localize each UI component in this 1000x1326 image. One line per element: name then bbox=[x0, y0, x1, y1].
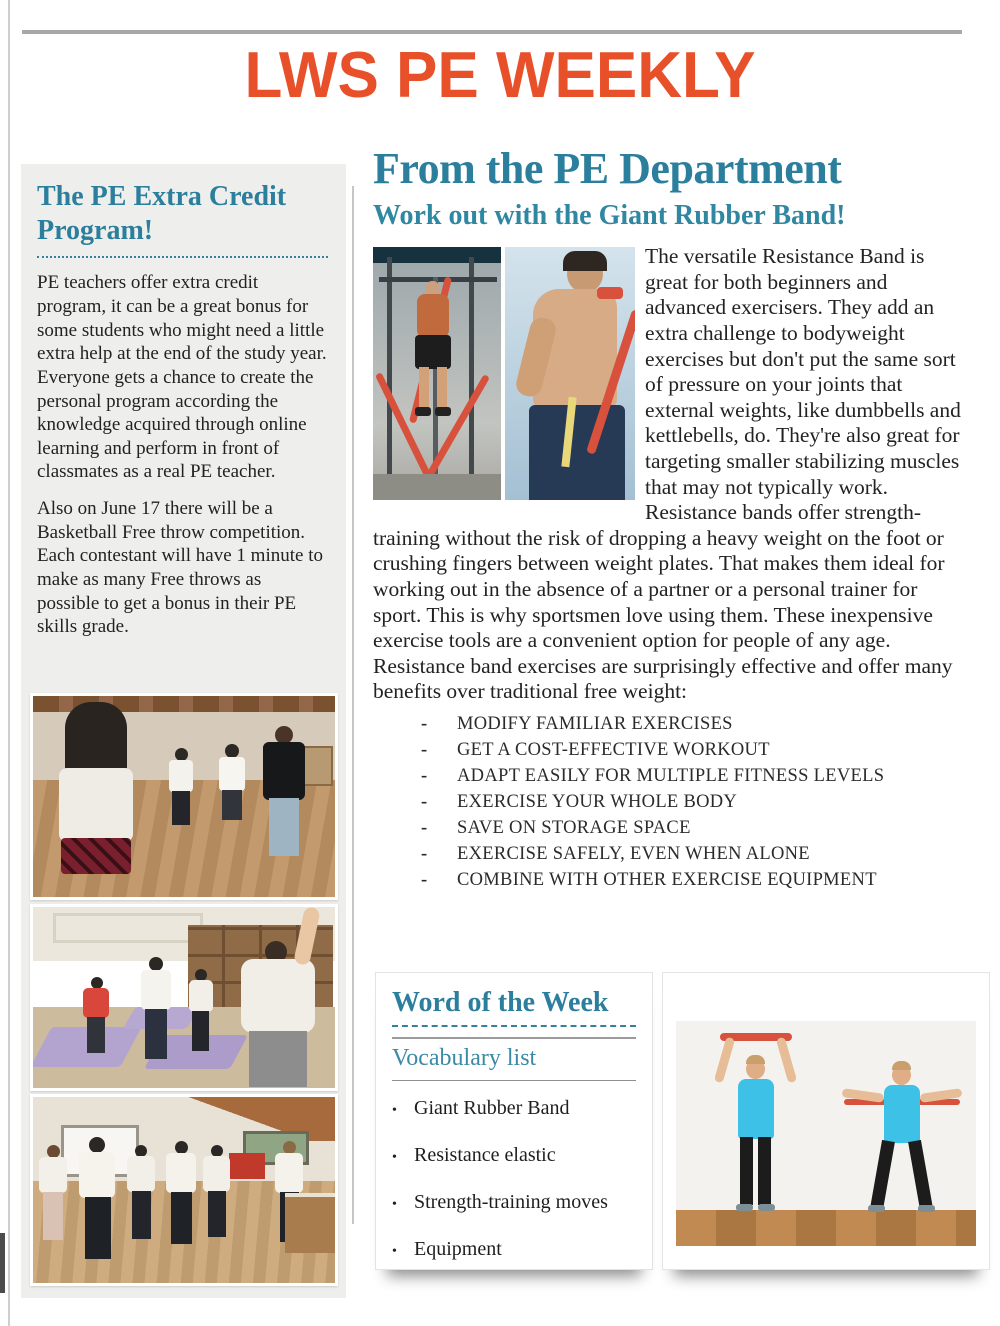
sidebar-photo-yoga-mats bbox=[30, 904, 338, 1091]
band-exercise-photo-box bbox=[662, 972, 990, 1270]
bullet-marker: - bbox=[421, 817, 428, 838]
benefit-item bbox=[421, 843, 967, 865]
word-box-rule bbox=[392, 1037, 636, 1039]
benefit-item bbox=[421, 817, 967, 839]
benefit-item bbox=[421, 791, 967, 813]
benefit-item bbox=[421, 713, 967, 735]
sidebar-photo-students-rows bbox=[30, 1094, 338, 1286]
page-left-edge-line bbox=[8, 0, 10, 1326]
benefit-item bbox=[421, 869, 967, 891]
sidebar-paragraph-1: PE teachers offer extra credit program, it can be a great bonus for some students who might need a little extra help at the end of the study year. Everyone gets a chance to create the personal program according the knowledge acquired through online learning and perform in front of classmates as a real PE teacher. bbox=[37, 272, 327, 483]
article-body bbox=[373, 244, 967, 705]
main-column bbox=[373, 146, 967, 895]
vocab-item-label: Resistance elastic bbox=[414, 1144, 556, 1166]
band-curl-man-image bbox=[505, 247, 635, 500]
vocabulary-list-heading: Vocabulary list bbox=[392, 1045, 636, 1081]
bullet-marker: • bbox=[392, 1197, 397, 1212]
benefit-item-label: MODIFY FAMILIAR EXERCISES bbox=[457, 713, 733, 734]
section-subheading: Work out with the Giant Rubber Band! bbox=[373, 200, 846, 232]
bullet-marker: - bbox=[421, 739, 428, 760]
sidebar-panel bbox=[21, 164, 346, 1298]
newsletter-title: LWS PE WEEKLY bbox=[244, 39, 756, 112]
bullet-marker: • bbox=[392, 1103, 397, 1118]
benefit-item-label: ADAPT EASILY FOR MULTIPLE FITNESS LEVELS bbox=[457, 765, 885, 786]
vocabulary-list bbox=[392, 1097, 636, 1261]
word-of-week-heading: Word of the Week bbox=[392, 987, 636, 1027]
vocab-item-label: Giant Rubber Band bbox=[414, 1097, 570, 1119]
bullet-marker: - bbox=[421, 713, 428, 734]
article-text: The versatile Resistance Band is great for both beginners and advanced exercisers. They add an extra challenge to bodyweight exercises but don't put the same sort of pressure on your joints that external weights, like dumbbells and kettlebells, do. They're also great for targeting smaller stabilizing muscles that may not typically work. Resistance bands offer strength-training without the risk of dropping a heavy weight on the foot or crushing fingers between weight plates. That makes them ideal for working out in the absence of a partner or a personal trainer for sport. This is why sportsmen love using them. These inexpensive exercise tools are a convenient option for people of any age. Resistance band exercises are surprisingly effective and offer many benefits over traditional free weight: bbox=[373, 244, 961, 704]
vocab-item bbox=[392, 1144, 636, 1167]
students-rows-hall-image bbox=[33, 1097, 335, 1283]
sidebar-paragraph-2: Also on June 17 there will be a Basketball Free throw competition. Each contestant will have 1 minute to make as many Free throws as possible to get a bonus in their PE skills grade. bbox=[37, 498, 323, 638]
word-of-the-week-box bbox=[375, 972, 653, 1270]
vocab-item-label: Equipment bbox=[414, 1238, 502, 1260]
page-edge-mark bbox=[0, 1233, 5, 1293]
bullet-marker: - bbox=[421, 791, 428, 812]
bullet-marker: • bbox=[392, 1150, 397, 1165]
benefit-item-label: SAVE ON STORAGE SPACE bbox=[457, 817, 691, 838]
benefit-item-label: COMBINE WITH OTHER EXERCISE EQUIPMENT bbox=[457, 869, 877, 890]
section-heading: From the PE Department bbox=[373, 144, 842, 193]
benefit-item bbox=[421, 739, 967, 761]
benefit-item-label: EXERCISE YOUR WHOLE BODY bbox=[457, 791, 738, 812]
students-circle-hall-image bbox=[33, 696, 335, 897]
band-assisted-pullup-image bbox=[373, 247, 501, 500]
vocab-item-label: Strength-training moves bbox=[414, 1191, 608, 1213]
masthead-rule bbox=[22, 30, 962, 34]
benefit-item bbox=[421, 765, 967, 787]
benefits-list bbox=[421, 713, 967, 891]
benefit-item-label: GET A COST-EFFECTIVE WORKOUT bbox=[457, 739, 770, 760]
bullet-marker: - bbox=[421, 765, 428, 786]
bullet-marker: - bbox=[421, 869, 428, 890]
column-divider bbox=[352, 186, 354, 1224]
women-band-exercises-image bbox=[676, 1021, 976, 1246]
bullet-marker: - bbox=[421, 843, 428, 864]
sidebar-photo-students-circle bbox=[30, 693, 338, 900]
vocab-item bbox=[392, 1238, 636, 1261]
benefit-item-label: EXERCISE SAFELY, EVEN WHEN ALONE bbox=[457, 843, 810, 864]
resistance-band-photos bbox=[373, 247, 635, 500]
vocab-item bbox=[392, 1191, 636, 1214]
bullet-marker: • bbox=[392, 1244, 397, 1259]
sidebar-heading: The PE Extra Credit Program! bbox=[37, 180, 328, 258]
vocab-item bbox=[392, 1097, 636, 1120]
students-yoga-mats-image bbox=[33, 907, 335, 1088]
